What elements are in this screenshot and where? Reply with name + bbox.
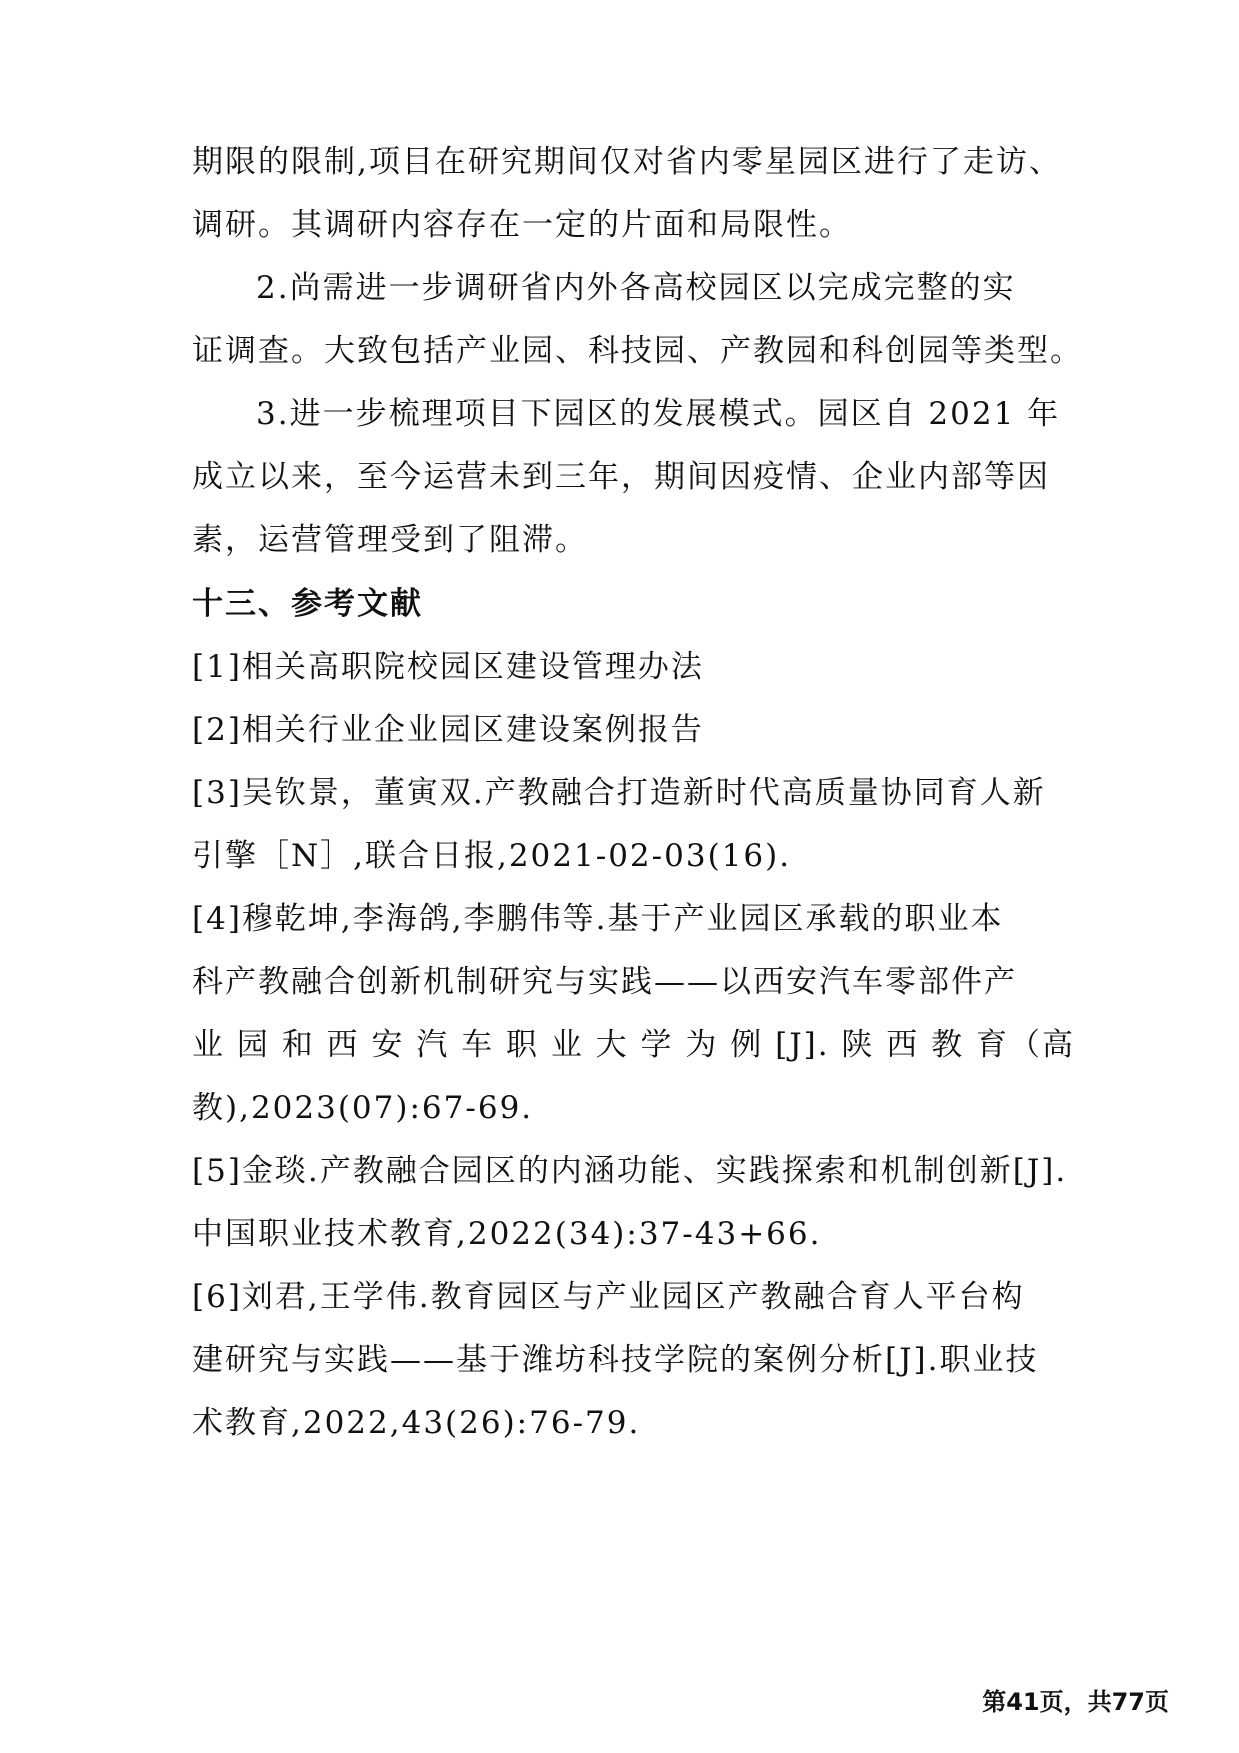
- reference-3-line-1: [3]吴钦景，董寅双.产教融合打造新时代高质量协同育人新: [192, 775, 1046, 811]
- reference-4-line-3: 业 园 和 西 安 汽 车 职 业 大 学 为 例 [J]. 陕 西 教 育（高: [192, 1027, 1075, 1063]
- reference-2: [2]相关行业企业园区建设案例报告: [192, 712, 704, 748]
- reference-4-line-1: [4]穆乾坤,李海鸽,李鹏伟等.基于产业园区承载的职业本: [192, 901, 1004, 937]
- reference-6-line-2: 建研究与实践——基于潍坊科技学院的案例分析[J].职业技: [192, 1342, 1039, 1378]
- reference-4-line-2: 科产教融合创新机制研究与实践——以西安汽车零部件产: [192, 964, 1017, 1000]
- page-number-footer: 第41页，共77页: [982, 1688, 1169, 1716]
- body-line-2: 调研。其调研内容存在一定的片面和局限性。: [192, 207, 852, 243]
- reference-5-line-2: 中国职业技术教育,2022(34):37-43+66.: [192, 1216, 822, 1252]
- reference-1: [1]相关高职院校园区建设管理办法: [192, 649, 704, 685]
- section-heading-references: 十三、参考文献: [192, 586, 423, 622]
- body-line-4: 证调查。大致包括产业园、科技园、产教园和科创园等类型。: [192, 333, 1083, 369]
- body-line-7: 素，运营管理受到了阻滞。: [192, 522, 588, 558]
- reference-4-line-4: 教),2023(07):67-69.: [192, 1090, 534, 1126]
- reference-5-line-1: [5]金琰.产教融合园区的内涵功能、实践探索和机制创新[J].: [192, 1153, 1068, 1189]
- body-line-6: 成立以来，至今运营未到三年，期间因疫情、企业内部等因: [192, 459, 1050, 495]
- body-line-3: 2.尚需进一步调研省内外各高校园区以完成完整的实: [256, 270, 1016, 306]
- reference-6-line-1: [6]刘君,王学伟.教育园区与产业园区产教融合育人平台构: [192, 1279, 1025, 1315]
- reference-3-line-2: 引擎［N］,联合日报,2021-02-03(16).: [192, 838, 792, 874]
- body-line-1: 期限的限制,项目在研究期间仅对省内零星园区进行了走访、: [192, 144, 1062, 180]
- body-line-5: 3.进一步梳理项目下园区的发展模式。园区自 2021 年: [256, 396, 1061, 432]
- reference-6-line-3: 术教育,2022,43(26):76-79.: [192, 1405, 641, 1441]
